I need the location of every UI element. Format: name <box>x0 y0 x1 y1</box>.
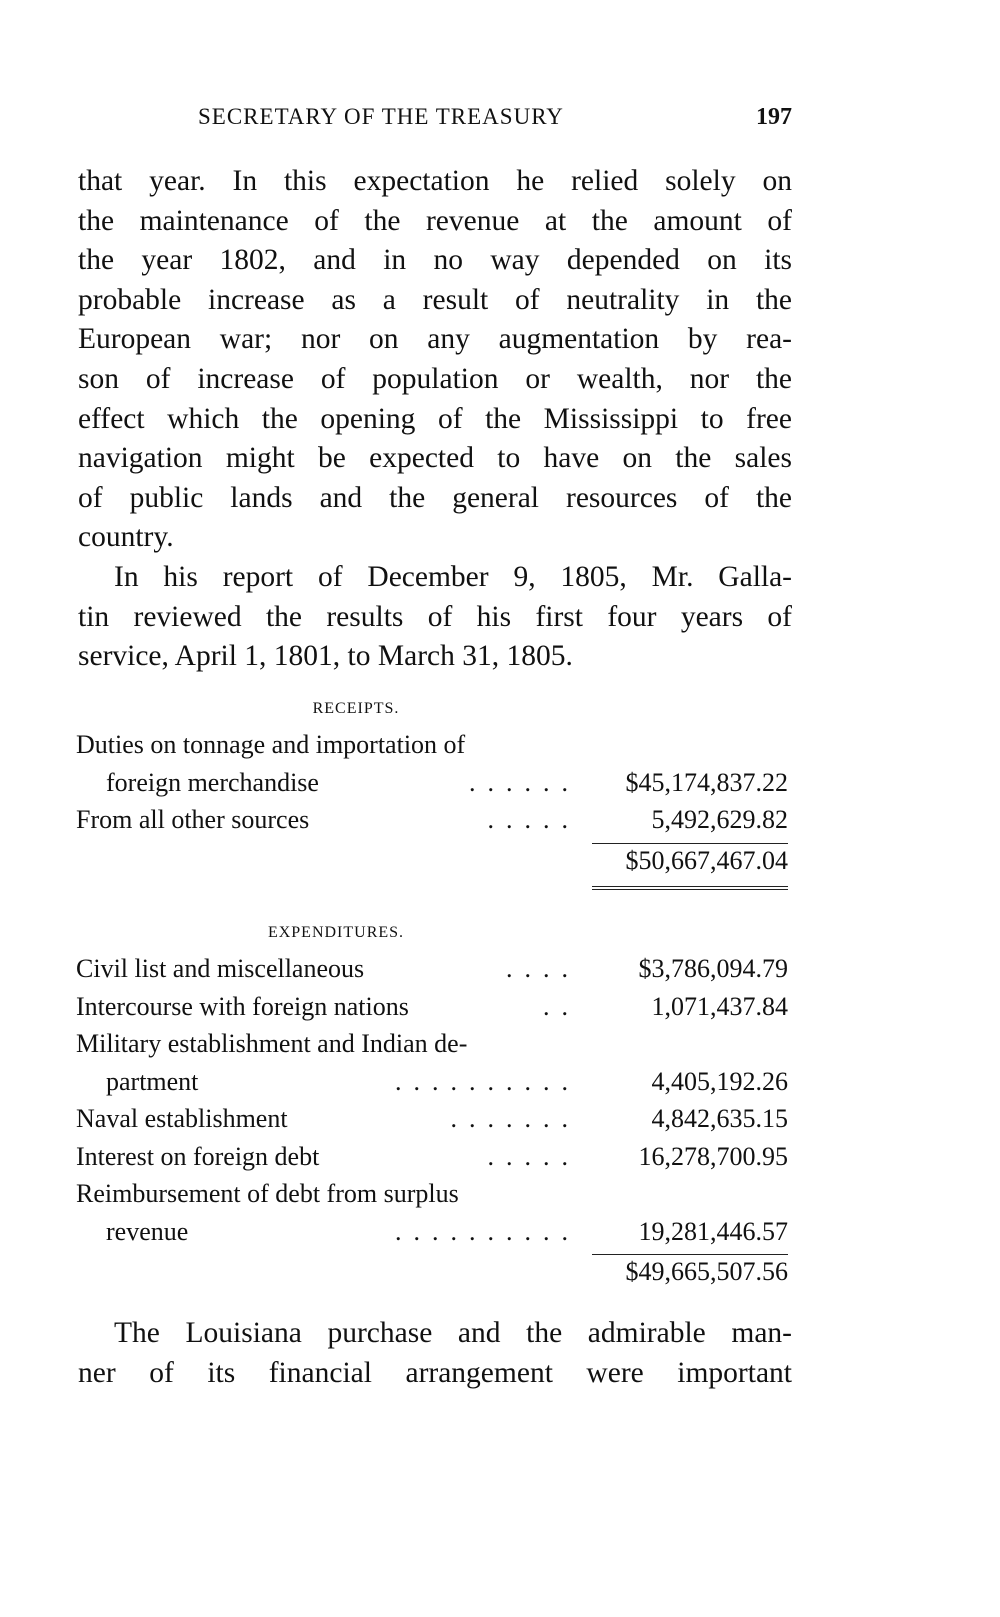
dot-leader: .. <box>543 991 580 1021</box>
dot-leader: ..... <box>487 1141 580 1171</box>
row-value: 1,071,437.84 <box>651 991 788 1021</box>
table-row <box>76 1138 788 1176</box>
row-value: $3,786,094.79 <box>638 954 788 983</box>
row-label: Reimbursement of debt from surplus <box>76 1179 459 1208</box>
table-row <box>76 1025 788 1063</box>
paragraph-1 <box>78 162 792 677</box>
running-header <box>198 104 792 131</box>
row-label: Civil list and miscellaneous <box>76 954 365 983</box>
row-label: Interest on foreign debt <box>76 1141 320 1171</box>
row-value: 5,492,629.82 <box>651 805 788 834</box>
row-value: 4,842,635.15 <box>651 1104 788 1133</box>
table-row <box>76 1100 788 1138</box>
row-value: 16,278,700.95 <box>638 1141 788 1171</box>
text-line: son of increase of population or wealth, nor the <box>78 362 792 395</box>
text-line: country. <box>78 521 174 554</box>
text-line: The Louisiana purchase and the admirable man- <box>114 1317 792 1349</box>
row-label: From all other sources <box>76 805 310 834</box>
text-line: effect which the opening of the Mississippi to free <box>78 402 792 435</box>
text-line: the maintenance of the revenue at the amount of <box>78 204 792 237</box>
dot-leader: .......... <box>395 1066 580 1096</box>
row-label: partment <box>106 1066 199 1096</box>
expenditures-total <box>76 1254 788 1287</box>
dot-leader: ...... <box>469 767 580 797</box>
table-row <box>76 726 788 764</box>
row-label: Military establishment and Indian de- <box>76 1029 468 1058</box>
row-value: 4,405,192.26 <box>651 1066 788 1096</box>
row-value: 19,281,446.57 <box>638 1216 788 1246</box>
text-line: the year 1802, and in no way depended on its <box>78 244 792 277</box>
expenditures-table <box>76 924 788 1287</box>
table-row <box>76 1213 788 1251</box>
row-label: Intercourse with foreign nations <box>76 991 409 1021</box>
total-value: $49,665,507.56 <box>592 1254 788 1287</box>
text-line: tin reviewed the results of his first four years of <box>78 600 792 633</box>
total-value: $50,667,467.04 <box>592 843 788 876</box>
text-line: probable increase as a result of neutrality in the <box>78 283 792 316</box>
paragraph-3 <box>78 1314 792 1393</box>
row-label: revenue <box>106 1216 189 1246</box>
text-line: ner of its financial arrangement were important <box>78 1356 792 1389</box>
row-label: Duties on tonnage and importation of <box>76 730 466 759</box>
text-line: that year. In this expectation he relied solely on <box>78 165 792 197</box>
text-line: of public lands and the general resources of the <box>78 481 792 514</box>
table-row <box>76 1175 788 1213</box>
table-row <box>76 764 788 802</box>
row-label: foreign merchandise <box>106 767 319 797</box>
dot-leader: ....... <box>450 1104 580 1133</box>
running-title: SECRETARY OF THE TREASURY <box>198 104 564 129</box>
text-line: European war; nor on any augmentation by rea- <box>78 323 792 356</box>
double-rule <box>592 876 788 890</box>
text-line: navigation might be expected to have on the sales <box>78 442 792 475</box>
dot-leader: .... <box>506 954 580 983</box>
table-row <box>76 1063 788 1101</box>
table-row <box>76 801 788 839</box>
table-row <box>76 950 788 988</box>
expenditures-heading: EXPENDITURES. <box>267 924 405 941</box>
row-label: Naval establishment <box>76 1104 288 1133</box>
text-line: service, April 1, 1801, to March 31, 1805. <box>78 640 573 673</box>
receipts-table <box>76 700 788 890</box>
text-line: In his report of December 9, 1805, Mr. Galla- <box>114 560 792 593</box>
receipts-heading: RECEIPTS. <box>312 700 400 717</box>
page-number: 197 <box>756 104 792 130</box>
row-value: $45,174,837.22 <box>625 767 788 797</box>
table-row <box>76 988 788 1026</box>
dot-leader: .......... <box>395 1216 580 1246</box>
dot-leader: ..... <box>487 805 580 834</box>
receipts-total <box>76 843 788 876</box>
